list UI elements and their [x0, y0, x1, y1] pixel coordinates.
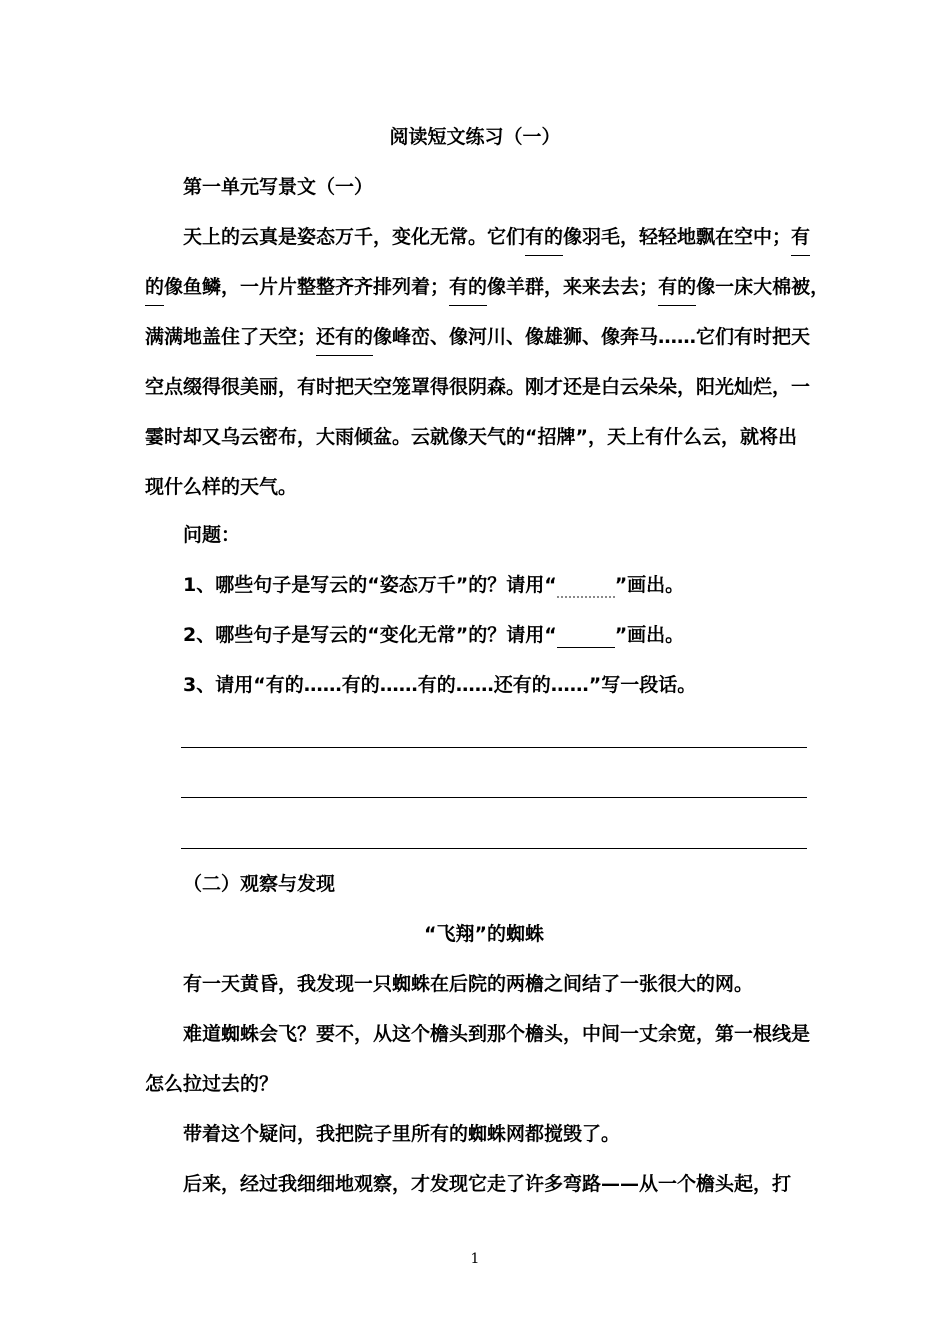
- page-title: 阅读短文练习（一）: [389, 126, 561, 148]
- straight-line-sample: [557, 623, 615, 641]
- underline-you-2: 有: [791, 226, 811, 248]
- underline-haiyoude: 还有的: [316, 326, 374, 348]
- story-paragraph-1: 有一天黄昏，我发现一只蜘蛛在后院的两檐之间结了一张很大的网。: [183, 973, 754, 995]
- passage-line-3: 满满地盖住了天空；还有的像峰峦、像河川、像雄狮、像奔马……它们有时把天: [145, 326, 811, 348]
- story-paragraph-3: 带着这个疑问，我把院子里所有的蜘蛛网都搅毁了。: [183, 1123, 621, 1145]
- question-2: 2、哪些句子是写云的“变化无常”的？请用“ ”画出。: [183, 624, 685, 646]
- story-paragraph-2a: 难道蜘蛛会飞？要不，从这个檐头到那个檐头，中间一丈余宽，第一根线是: [183, 1023, 811, 1045]
- underline-de-2: 的: [145, 276, 165, 298]
- story-title: “飞翔”的蜘蛛: [424, 923, 544, 945]
- answer-line-1[interactable]: [181, 747, 807, 748]
- story-paragraph-2b: 怎么拉过去的？: [145, 1073, 279, 1095]
- story-paragraph-4: 后来，经过我细细地观察，才发现它走了许多弯路——从一个檐头起，打: [183, 1173, 792, 1195]
- underline-youde-1: 有的: [525, 226, 564, 248]
- passage-line-5: 霎时却又乌云密布，大雨倾盆。云就像天气的“招牌”，天上有什么云，就将出: [145, 426, 797, 448]
- section2-heading: （二）观察与发现: [183, 873, 336, 895]
- underline-youde-3: 有的: [449, 276, 488, 298]
- passage-line-2: 的像鱼鳞，一片片整整齐齐排列着；有的像羊群，来来去去；有的像一床大棉被，: [145, 276, 830, 298]
- underline-youde-4: 有的: [658, 276, 697, 298]
- passage-line-1: 天上的云真是姿态万千，变化无常。它们有的像羽毛，轻轻地飘在空中；有: [183, 226, 811, 248]
- passage-line-4: 空点缀得很美丽，有时把天空笼罩得很阴森。刚才还是白云朵朵，阳光灿烂，一: [145, 376, 811, 398]
- answer-line-3[interactable]: [181, 848, 807, 849]
- questions-label: 问题：: [183, 524, 241, 546]
- passage-line-6: 现什么样的天气。: [145, 476, 298, 498]
- page-number: 1: [470, 1251, 480, 1267]
- section1-heading: 第一单元写景文（一）: [183, 176, 374, 198]
- question-3: 3、请用“有的……有的……有的……还有的……”写一段话。: [183, 674, 697, 696]
- answer-line-2[interactable]: [181, 797, 807, 798]
- wavy-line-sample: [557, 573, 615, 591]
- question-1: 1、哪些句子是写云的“姿态万千”的？请用“ ”画出。: [183, 574, 685, 596]
